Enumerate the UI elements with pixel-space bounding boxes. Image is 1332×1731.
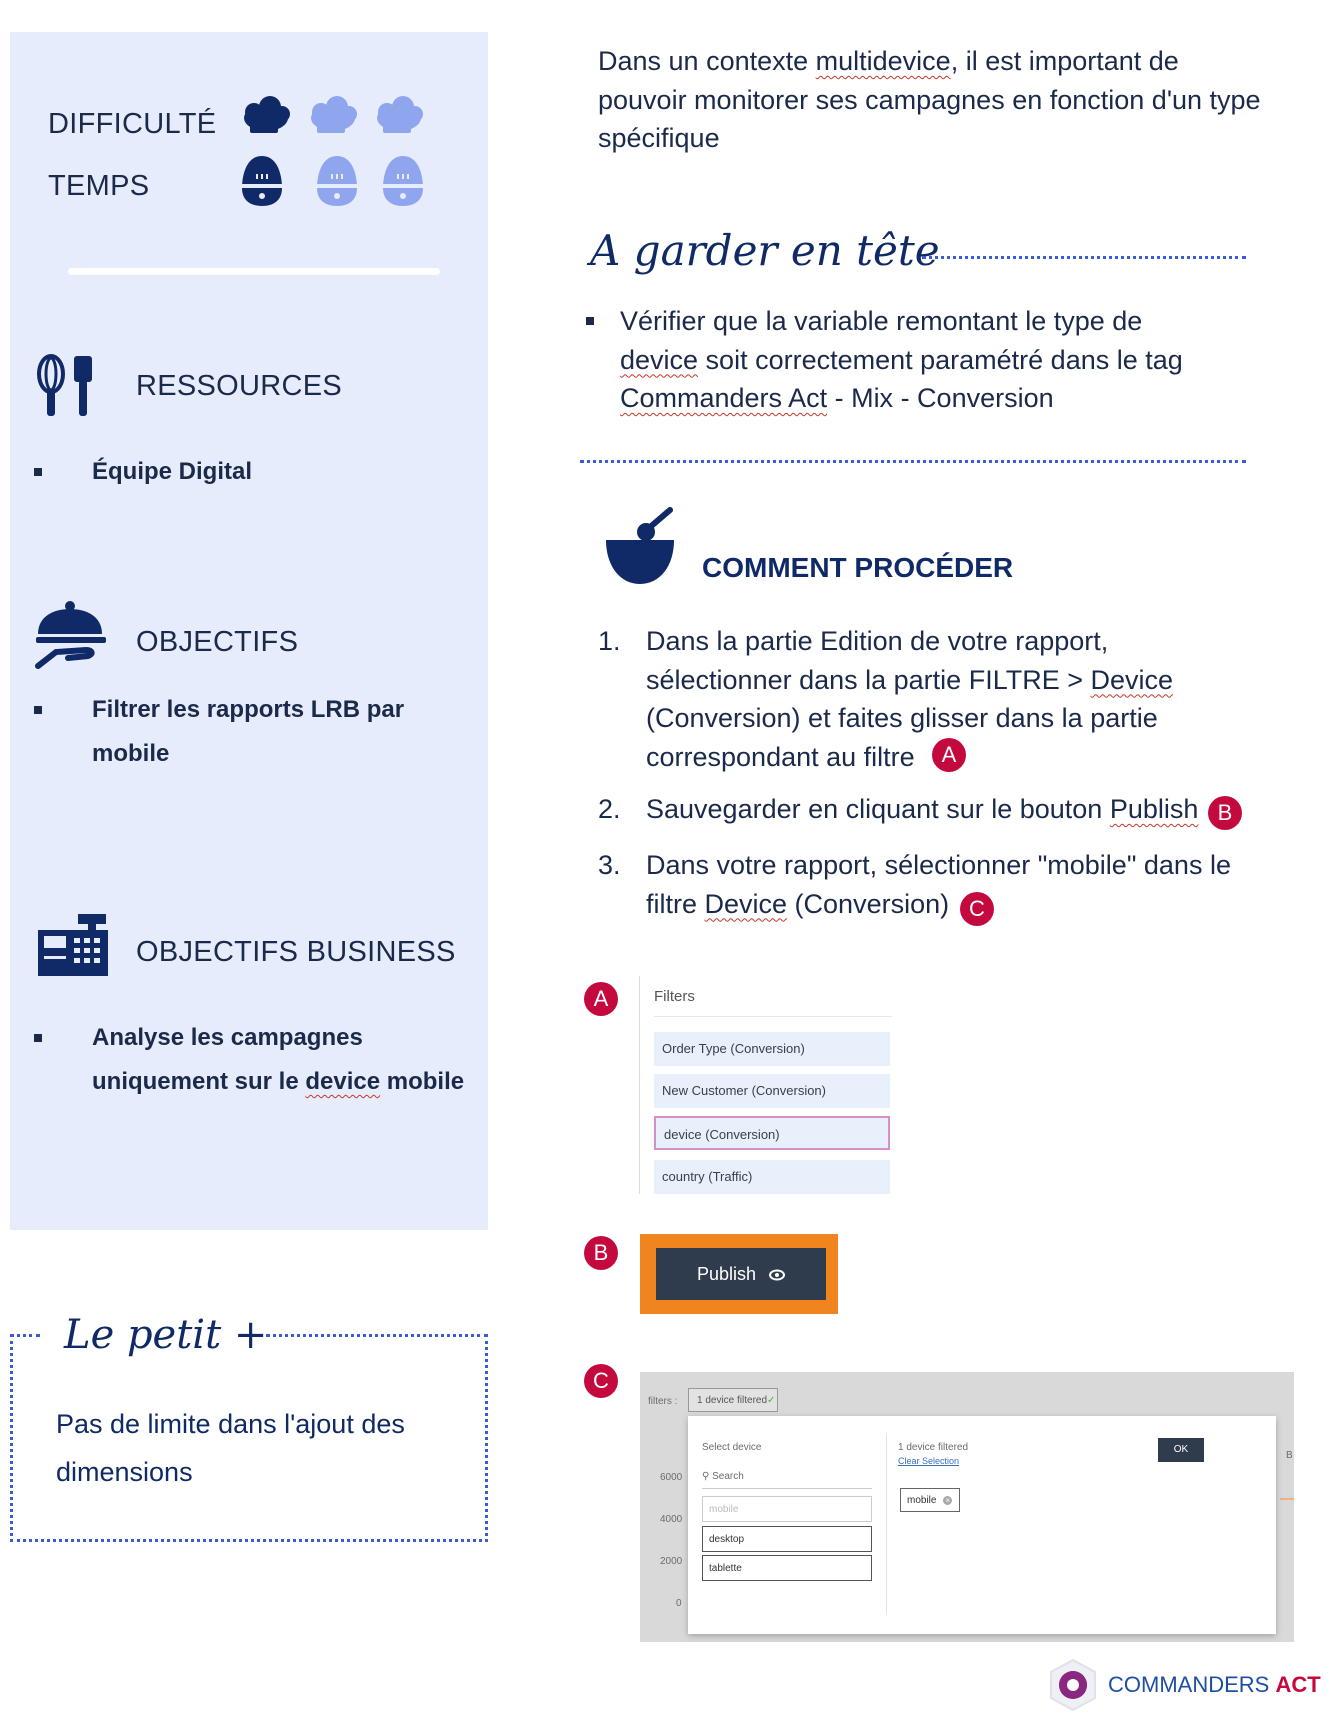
y-tick: 6000 <box>660 1472 683 1483</box>
business-item-line1: Analyse les campagnes <box>92 1024 363 1051</box>
comment-title: COMMENT PROCÉDER <box>702 552 1014 583</box>
garder-rule <box>922 256 1246 259</box>
objectifs-item-line2: mobile <box>92 740 170 767</box>
petit-plus-rule-left <box>10 1334 40 1337</box>
intro-paragraph <box>598 42 1298 158</box>
search-icon: ⚲ <box>702 1471 710 1482</box>
filters-label: filters : <box>648 1396 678 1407</box>
remove-icon[interactable]: × <box>943 1496 952 1505</box>
cash-register-icon <box>36 912 108 976</box>
egg-timer-icon <box>383 156 423 206</box>
step1-line3: (Conversion) et faites glisser dans la partie <box>646 703 1158 733</box>
chef-hat-icon <box>377 96 423 133</box>
petit-plus-title: Le petit + <box>64 1312 268 1358</box>
search-placeholder: Search <box>712 1471 744 1482</box>
step1-number: 1. <box>598 626 621 656</box>
badge-b: B <box>584 1236 618 1270</box>
ok-button[interactable]: OK <box>1158 1438 1204 1462</box>
garder-line2: device soit correctement paramétré dans le tag <box>620 344 1183 375</box>
chart-line-fragment <box>1280 1498 1294 1500</box>
chef-hat-icon <box>311 96 357 133</box>
publish-button[interactable] <box>656 1248 826 1300</box>
step2-number: 2. <box>598 794 621 824</box>
bullet <box>34 468 42 476</box>
bullet <box>34 1034 42 1042</box>
filter-item[interactable]: New Customer (Conversion) <box>654 1074 890 1108</box>
modal-divider <box>886 1434 887 1614</box>
filter-chip[interactable] <box>688 1388 778 1412</box>
filter-item-selected[interactable]: device (Conversion) <box>654 1116 890 1150</box>
whisk-spatula-icon <box>36 354 98 420</box>
clear-selection-link[interactable]: Clear Selection <box>898 1456 960 1466</box>
eye-icon <box>769 1269 785 1281</box>
step2-text: Sauvegarder en cliquant sur le bouton Publish <box>646 794 1199 824</box>
filters-divider <box>654 1016 892 1017</box>
device-option[interactable]: tablette <box>702 1555 872 1581</box>
filter-item[interactable]: country (Traffic) <box>654 1160 890 1194</box>
difficulty-chef-hat-icons <box>240 96 440 140</box>
bullet <box>586 317 594 325</box>
device-option-disabled[interactable]: mobile <box>702 1496 872 1522</box>
time-egg-timer-icons <box>240 154 440 210</box>
device-option[interactable]: desktop <box>702 1526 872 1552</box>
ressources-item: Équipe Digital <box>92 458 253 485</box>
badge-c-inline: C <box>960 892 994 926</box>
bullet <box>34 706 42 714</box>
petit-plus-rule-right <box>266 1334 488 1337</box>
temps-label: TEMPS <box>48 170 150 202</box>
y-tick: 0 <box>676 1598 682 1609</box>
check-icon: ✓ <box>767 1395 776 1406</box>
petit-plus-line2: dimensions <box>56 1457 193 1487</box>
objectifs-item-line1: Filtrer les rapports LRB par <box>92 696 405 723</box>
filtered-count: 1 device filtered <box>898 1442 969 1453</box>
objectifs-title: OBJECTIFS <box>136 626 299 658</box>
panel-divider <box>68 268 440 275</box>
step1-line1: Dans la partie Edition de votre rapport, <box>646 626 1109 656</box>
select-device-label: Select device <box>702 1442 762 1453</box>
step1-line2: sélectionner dans la partie FILTRE > Device <box>646 664 1174 695</box>
chef-hat-icon <box>244 96 290 133</box>
garder-paragraph <box>620 302 1300 418</box>
badge-c: C <box>584 1364 618 1398</box>
garder-title: A garder en tête <box>590 226 940 275</box>
petit-plus-text <box>56 1400 405 1496</box>
mixing-bowl-icon <box>604 506 676 588</box>
y-tick: 2000 <box>660 1556 683 1567</box>
intro-line1: Dans un contexte multidevice, il est important de <box>598 46 1179 76</box>
filters-panel-border <box>639 976 640 1194</box>
selected-device-chip[interactable] <box>900 1488 960 1512</box>
filter-item[interactable]: Order Type (Conversion) <box>654 1032 890 1066</box>
edge-letter: B <box>1286 1450 1293 1461</box>
commanders-act-logo-icon <box>1048 1658 1098 1712</box>
commanders-act-logo-text: COMMANDERS ACT <box>1108 1672 1321 1697</box>
device-modal <box>688 1416 1276 1634</box>
step3-line2: filtre Device (Conversion) <box>646 888 950 919</box>
intro-line2: pouvoir monitorer ses campagnes en fonction d'un type <box>598 84 1261 115</box>
device-filter-screenshot <box>640 1372 1294 1642</box>
device-search-input[interactable] <box>702 1466 872 1489</box>
egg-timer-icon <box>317 156 357 206</box>
selected-chip-label: mobile <box>907 1495 937 1506</box>
difficulte-label: DIFFICULTÉ <box>48 108 217 140</box>
badge-a-inline: A <box>932 738 966 772</box>
section-rule <box>580 460 1246 463</box>
ressources-title: RESSOURCES <box>136 370 343 402</box>
step1-text <box>646 622 1286 776</box>
egg-timer-icon <box>242 156 282 206</box>
step3-line1: Dans votre rapport, sélectionner "mobile" dans le <box>646 850 1231 880</box>
publish-label: Publish <box>696 1264 757 1284</box>
y-tick: 4000 <box>660 1514 683 1525</box>
serving-cloche-icon <box>34 600 108 670</box>
step1-line4: correspondant au filtre <box>646 741 915 772</box>
business-item-line2: uniquement sur le device mobile <box>92 1068 465 1095</box>
filters-title: Filters <box>654 988 695 1005</box>
badge-a: A <box>584 982 618 1016</box>
filter-chip-label: 1 device filtered <box>697 1395 768 1406</box>
garder-line3: Commanders Act - Mix - Conversion <box>620 383 1054 413</box>
step3-number: 3. <box>598 850 621 880</box>
badge-b-inline: B <box>1208 796 1242 830</box>
intro-line3: spécifique <box>598 123 720 153</box>
business-title: OBJECTIFS BUSINESS <box>136 936 456 968</box>
garder-line1: Vérifier que la variable remontant le type de <box>620 306 1143 336</box>
petit-plus-line1: Pas de limite dans l'ajout des <box>56 1409 405 1439</box>
